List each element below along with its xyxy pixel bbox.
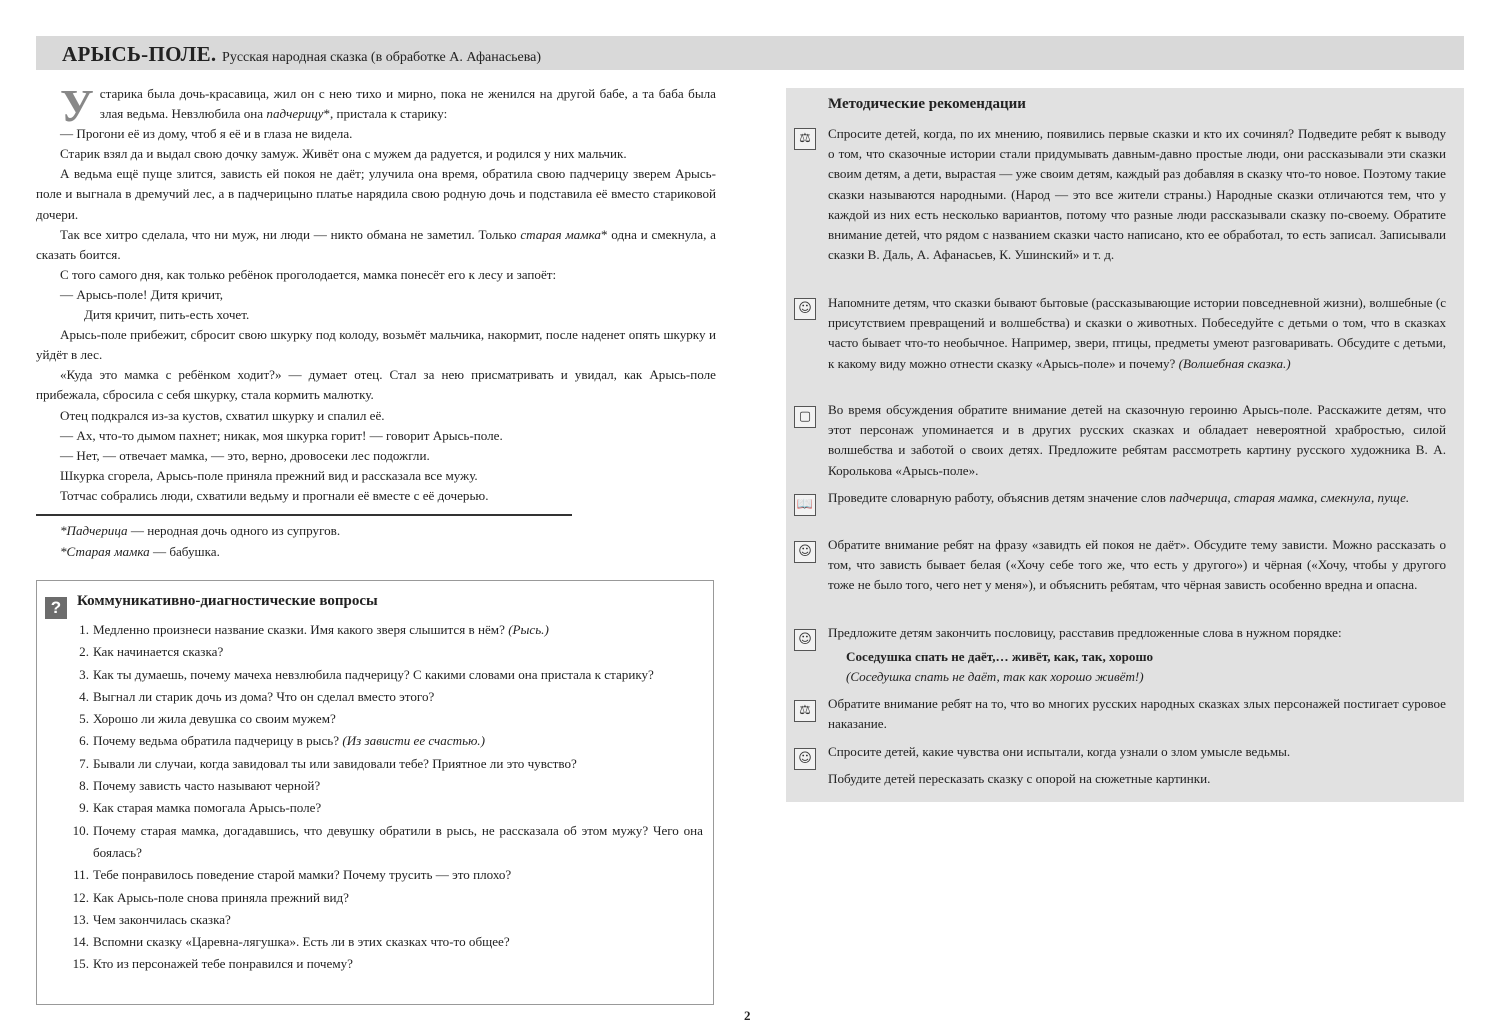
page-number: 2	[744, 1008, 751, 1023]
question-item	[71, 641, 703, 663]
face-icon: ☺	[794, 298, 816, 320]
story-subtitle: Русская народная сказка (в обработке А. Афанасьева)	[222, 50, 542, 65]
story-text-segment: старика была дочь-красавица, жил он с нею тихо и мирно, пока не женился на другой бабе, а та баба была злая ведьма. Невзлюбила она	[99, 86, 716, 122]
questions-title: Коммуникативно-диагностические вопросы	[77, 593, 378, 609]
story-text	[36, 80, 716, 506]
story-paragraph: Старик взял да и выдал свою дочку замуж. Живёт она с мужем да радуется, и родился у них мальчик.	[60, 146, 627, 162]
question-item	[71, 708, 703, 730]
footnote-divider	[36, 514, 572, 516]
question-answer: (Из зависти ее счастью.)	[342, 733, 485, 749]
recommendation-answer: (Волшебная сказка.)	[1178, 355, 1291, 371]
question-number: 7.	[79, 755, 89, 771]
question-item	[71, 664, 703, 686]
recommendation-item: Обратите внимание ребят на то, что во многих русских народных сказках злых персонажей постигает суровое наказание.	[828, 696, 1446, 732]
scales-icon: ⚖	[794, 128, 816, 150]
story-italic-term: старая мамка	[520, 226, 601, 242]
recommendation-terms: падчерица, старая мамка, смекнула, пуще.	[1169, 490, 1410, 505]
story-paragraph: Тотчас собрались люди, схватили ведьму и прогнали её вместе с её дочерью.	[60, 487, 489, 503]
story-paragraph: С того самого дня, как только ребёнок проголодается, мамка понесёт его к лесу и запоёт:	[60, 266, 557, 282]
question-number: 1.	[79, 622, 89, 637]
recommendation-item	[828, 623, 1446, 688]
recommendation-item: Спросите детей, когда, по их мнению, появились первые сказки и кто их сочинял? Подведите ребят к выводу о том, что сказочные истории стали придумывать давным-давно простые люди, они рассказывали эти сказки своим детям, а дети, вырастая — уже своим детям, каждый раз добавляя в сказку что-то новое. Поэтому такие сказки называются народными. (Народ — это все жители страны.) Народные сказки отличаются тем, что у каждой из них есть несколько вариантов, потому что разные люди рассказывали сказку по-своему. Обратите внимание детей, что рядом с названием сказки часто написано, кто ее обработал, то есть записал. Записывали сказки В. Даль, А. Афанасьев, К. Ушинский» и т. д.	[828, 126, 1446, 263]
story-text-segment: * одна и смекнула, а сказать боится.	[36, 226, 716, 262]
question-text: Выгнал ли старик дочь из дома? Что он сделал вместо этого?	[93, 688, 435, 704]
story-paragraph: — Арысь-поле! Дитя кричит,	[60, 286, 223, 302]
story-text-segment: *, пристала к старику:	[323, 106, 448, 122]
question-number: 2.	[79, 644, 89, 660]
question-number: 14.	[72, 934, 89, 950]
question-item	[71, 686, 703, 708]
story-paragraph: Шкурка сгорела, Арысь-поле приняла прежний вид и рассказала все мужу.	[60, 467, 478, 483]
question-text: Почему старая мамка, догадавшись, что девушку обратили в рысь, не рассказала об этом мужу? Чего она боялась?	[93, 822, 703, 860]
question-number: 11.	[73, 867, 89, 883]
questions-box	[36, 580, 714, 1005]
footnote-term: *Падчерица	[60, 523, 128, 538]
question-item	[71, 931, 703, 953]
question-text: Медленно произнеси название сказки. Имя какого зверя слышится в нём?	[93, 622, 509, 637]
story-paragraph: Отец подкрался из-за кустов, схватил шкурку и спалил её.	[60, 407, 385, 423]
picture-frame-icon: ▢	[794, 406, 816, 428]
story-paragraph: — Ах, что-то дымом пахнет; никак, моя шкурка горит! — говорит Арысь-поле.	[60, 427, 503, 443]
question-text: Хорошо ли жила девушка со своим мужем?	[93, 711, 336, 727]
footnotes	[60, 520, 340, 562]
question-text: Тебе понравилось поведение старой мамки? Почему трусить — это плохо?	[93, 867, 512, 883]
question-item	[71, 775, 703, 797]
story-paragraph: «Куда это мамка с ребёнком ходит?» — думает отец. Стал за нею присматривать и увидал, как Арысь-поле прибежала, сбросила с себя шкурку, стала кормить малютку.	[36, 367, 716, 403]
question-item	[71, 797, 703, 819]
recommendation-text: Предложите детям закончить пословицу, расставив предложенные слова в нужном порядке:	[828, 625, 1342, 640]
recommendations-panel	[786, 88, 1464, 802]
question-text: Почему зависть часто называют черной?	[93, 778, 321, 794]
face-icon: ☺	[794, 748, 816, 770]
question-number: 5.	[79, 711, 89, 727]
question-text: Как старая мамка помогала Арысь-поле?	[93, 800, 322, 816]
question-answer: (Рысь.)	[508, 622, 549, 637]
question-text: Почему ведьма обратила падчерицу в рысь?	[93, 733, 343, 749]
recommendation-item: Обратите внимание ребят на фразу «завидть ей покоя не даёт». Обсудите тему зависти. Можно рассказать о том, что зависть бывает белая («Хочу себе того же, что есть у другого») и чёрная («Хочу, чтобы у другого тоже не было того, чего нет у меня»), и объяснить ребятам, что чёрная зависть особенно вредна и опасна.	[828, 537, 1446, 593]
drop-cap: У	[60, 80, 94, 131]
question-text: Бывали ли случаи, когда завидовал ты или завидовали тебе? Приятное ли это чувство?	[93, 755, 577, 771]
questions-list	[71, 619, 703, 976]
book-icon: 📖	[794, 494, 816, 516]
proverb: Соседушка спать не даёт,… живёт, как, так, хорошо	[846, 649, 1154, 665]
recommendation-item: Во время обсуждения обратите внимание детей на сказочную героиню Арысь-поле. Расскажите детям, что этот персонаж упоминается и в других русских сказках и обладает невероятной храбростью, силой волшебства и заботой о своих детях. Предложите ребятам рассмотреть картину русского художника В. А. Королькова «Арысь-поле».	[828, 402, 1446, 478]
footnote-definition: — бабушка.	[149, 544, 220, 559]
question-item	[71, 753, 703, 775]
recommendation-item: Побудите детей пересказать сказку с опорой на сюжетные картинки.	[828, 771, 1211, 786]
question-number: 6.	[79, 733, 89, 749]
question-item	[71, 619, 703, 641]
recommendation-item	[828, 488, 1446, 508]
question-item	[71, 730, 703, 752]
story-paragraph: — Прогони её из дому, чтоб я её и в глаза не видела.	[60, 126, 353, 142]
story-paragraph: А ведьма ещё пуще злится, зависть ей покоя не даёт; улучила она время, обратила свою падчерицу зверем Арысь-поле и выгнала в дремучий лес, а в падчерицыно платье нарядила свою родную дочь и подставила её вместо стариковой дочери.	[36, 166, 716, 222]
story-title: АРЫСЬ-ПОЛЕ.	[62, 42, 217, 66]
question-number: 10.	[72, 822, 89, 838]
footnote	[60, 541, 340, 562]
question-text: Кто из персонажей тебе понравился и почему?	[93, 956, 353, 972]
face-icon: ☺	[794, 541, 816, 563]
question-text: Как начинается сказка?	[93, 644, 224, 660]
page-title	[62, 42, 541, 67]
question-text: Чем закончилась сказка?	[93, 911, 231, 927]
story-paragraph: Дитя кричит, пить-есть хочет.	[84, 307, 250, 323]
story-paragraph	[36, 80, 716, 131]
recommendation-item	[828, 293, 1446, 374]
question-mark-icon: ?	[45, 597, 67, 619]
question-number: 15.	[72, 956, 89, 972]
question-number: 12.	[72, 889, 89, 905]
question-number: 9.	[79, 800, 89, 816]
story-italic-term: падчерицу	[266, 106, 324, 122]
question-item	[71, 820, 703, 865]
face-icon: ☺	[794, 629, 816, 651]
question-item	[71, 909, 703, 931]
proverb-answer: (Соседушка спать не даёт, так как хорошо живёт!)	[846, 669, 1144, 685]
story-paragraph: — Нет, — отвечает мамка, — это, верно, дровосеки лес подожгли.	[60, 447, 430, 463]
recommendation-text: Напомните детям, что сказки бывают бытовые (рассказывающие истории повседневной жизни), волшебные (с присутствием превращений и волшебства) и сказки о животных. Побеседуйте с детьми о том, что в сказках часто бывает что-то необычное. Например, звери, птицы, предметы умеют разговаривать. Обсудите с детьми, к какому виду можно отнести сказку «Арысь-поле» и почему?	[828, 295, 1446, 371]
question-item	[71, 864, 703, 886]
footnote-term: *Старая мамка	[60, 544, 150, 559]
question-item	[71, 953, 703, 975]
footnote-definition: — неродная дочь одного из супругов.	[127, 523, 341, 538]
question-number: 3.	[79, 666, 89, 682]
story-paragraph	[36, 225, 716, 265]
story-paragraph: Арысь-поле прибежит, сбросит свою шкурку под колоду, возьмёт мальчика, накормит, после наденет опять шкурку и уйдёт в лес.	[36, 327, 716, 363]
scales-icon: ⚖	[794, 700, 816, 722]
title-bar	[36, 36, 1464, 70]
question-number: 4.	[79, 688, 89, 704]
question-item	[71, 887, 703, 909]
question-text: Как Арысь-поле снова приняла прежний вид?	[93, 889, 349, 905]
story-text-segment: Так все хитро сделала, что ни муж, ни люди — никто обмана не заметил. Только	[60, 226, 521, 242]
recommendation-text: Проведите словарную работу, объяснив детям значение слов	[828, 490, 1170, 505]
question-number: 13.	[72, 911, 89, 927]
recommendations-title: Методические рекомендации	[828, 96, 1026, 112]
recommendation-item: Спросите детей, какие чувства они испытали, когда узнали о злом умысле ведьмы.	[828, 744, 1291, 759]
question-text: Вспомни сказку «Царевна-лягушка». Есть ли в этих сказках что-то общее?	[93, 934, 510, 950]
question-number: 8.	[79, 778, 89, 794]
question-text: Как ты думаешь, почему мачеха невзлюбила падчерицу? С какими словами она пристала к старику?	[93, 666, 654, 682]
footnote	[60, 520, 340, 541]
